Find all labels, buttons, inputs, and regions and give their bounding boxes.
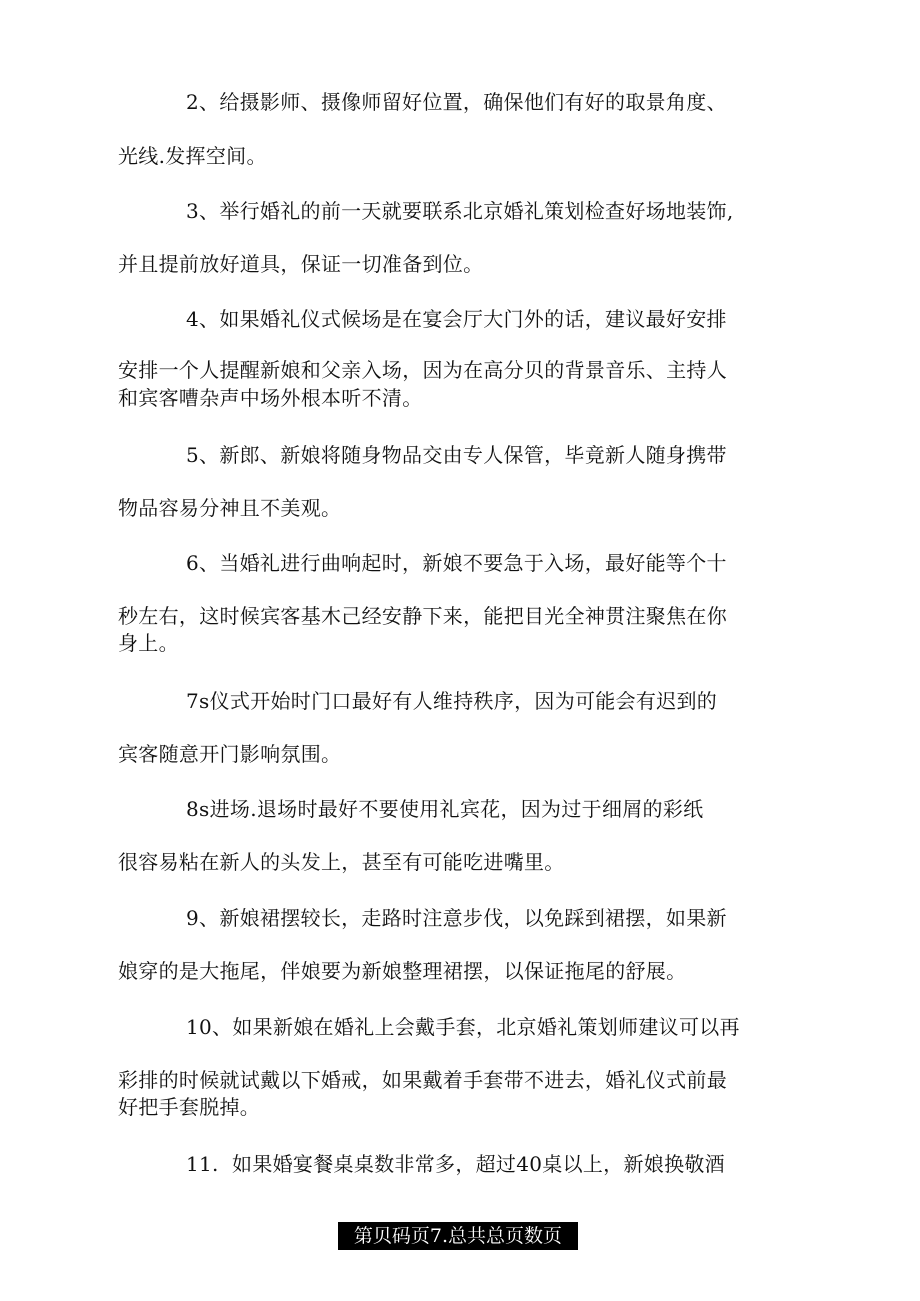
paragraph-7-line-2: 宾客随意开门影响氛围。: [118, 742, 342, 766]
paragraph-6-line-3: 身上。: [118, 631, 179, 655]
paragraph-2-line-1: 2、给摄影师、摄像师留好位置，确保他们有好的取景角度、: [186, 90, 727, 114]
paragraph-10-line-3: 好把手套脱掉。: [118, 1095, 261, 1119]
paragraph-3-line-2: 并且提前放好道具，保证一切准备到位。: [118, 252, 484, 276]
paragraph-6-line-1: 6、当婚礼进行曲响起时，新娘不要急于入场，最好能等个十: [186, 551, 727, 575]
paragraph-2-line-2: 光线.发挥空间。: [118, 144, 267, 168]
paragraph-7-line-1: 7s仪式开始时门口最好有人维持秩序，因为可能会有迟到的: [186, 689, 718, 713]
paragraph-5-line-1: 5、新郎、新娘将随身物品交由专人保管，毕竟新人随身携带: [186, 443, 727, 467]
paragraph-4-line-2: 安排一个人提醒新娘和父亲入场，因为在高分贝的背景音乐、主持人: [118, 358, 727, 382]
paragraph-3-line-1: 3、举行婚礼的前一天就要联系北京婚礼策划检查好场地装饰,: [186, 199, 734, 223]
paragraph-5-line-2: 物品容易分神且不美观。: [118, 496, 342, 520]
paragraph-11-line-1: 11. 如果婚宴餐桌桌数非常多，超过40桌以上，新娘换敬酒: [186, 1152, 725, 1176]
paragraph-9-line-1: 9、新娘裙摆较长，走路时注意步伐，以免踩到裙摆，如果新: [186, 906, 727, 930]
paragraph-6-line-2: 秒左右，这时候宾客基木己经安静下来，能把目光全神贯注聚焦在你: [118, 604, 727, 628]
paragraph-8-line-2: 很容易粘在新人的头发上，甚至有可能吃进嘴里。: [118, 850, 565, 874]
page-number-footer: 第贝码页7.总共总页数页: [338, 1222, 578, 1250]
paragraph-4-line-3: 和宾客嘈杂声中场外根本听不清。: [118, 386, 423, 410]
paragraph-10-line-2: 彩排的时候就试戴以下婚戒，如果戴着手套带不进去，婚礼仪式前最: [118, 1068, 727, 1092]
paragraph-4-line-1: 4、如果婚礼仪式候场是在宴会厅大门外的话，建议最好安排: [186, 307, 727, 331]
paragraph-8-line-1: 8s进场.退场时最好不要使用礼宾花，因为过于细屑的彩纸: [186, 797, 704, 821]
paragraph-9-line-2: 娘穿的是大拖尾，伴娘要为新娘整理裙摆，以保证拖尾的舒展。: [118, 959, 687, 983]
paragraph-10-line-1: 10、如果新娘在婚礼上会戴手套，北京婚礼策划师建议可以再: [186, 1015, 740, 1039]
